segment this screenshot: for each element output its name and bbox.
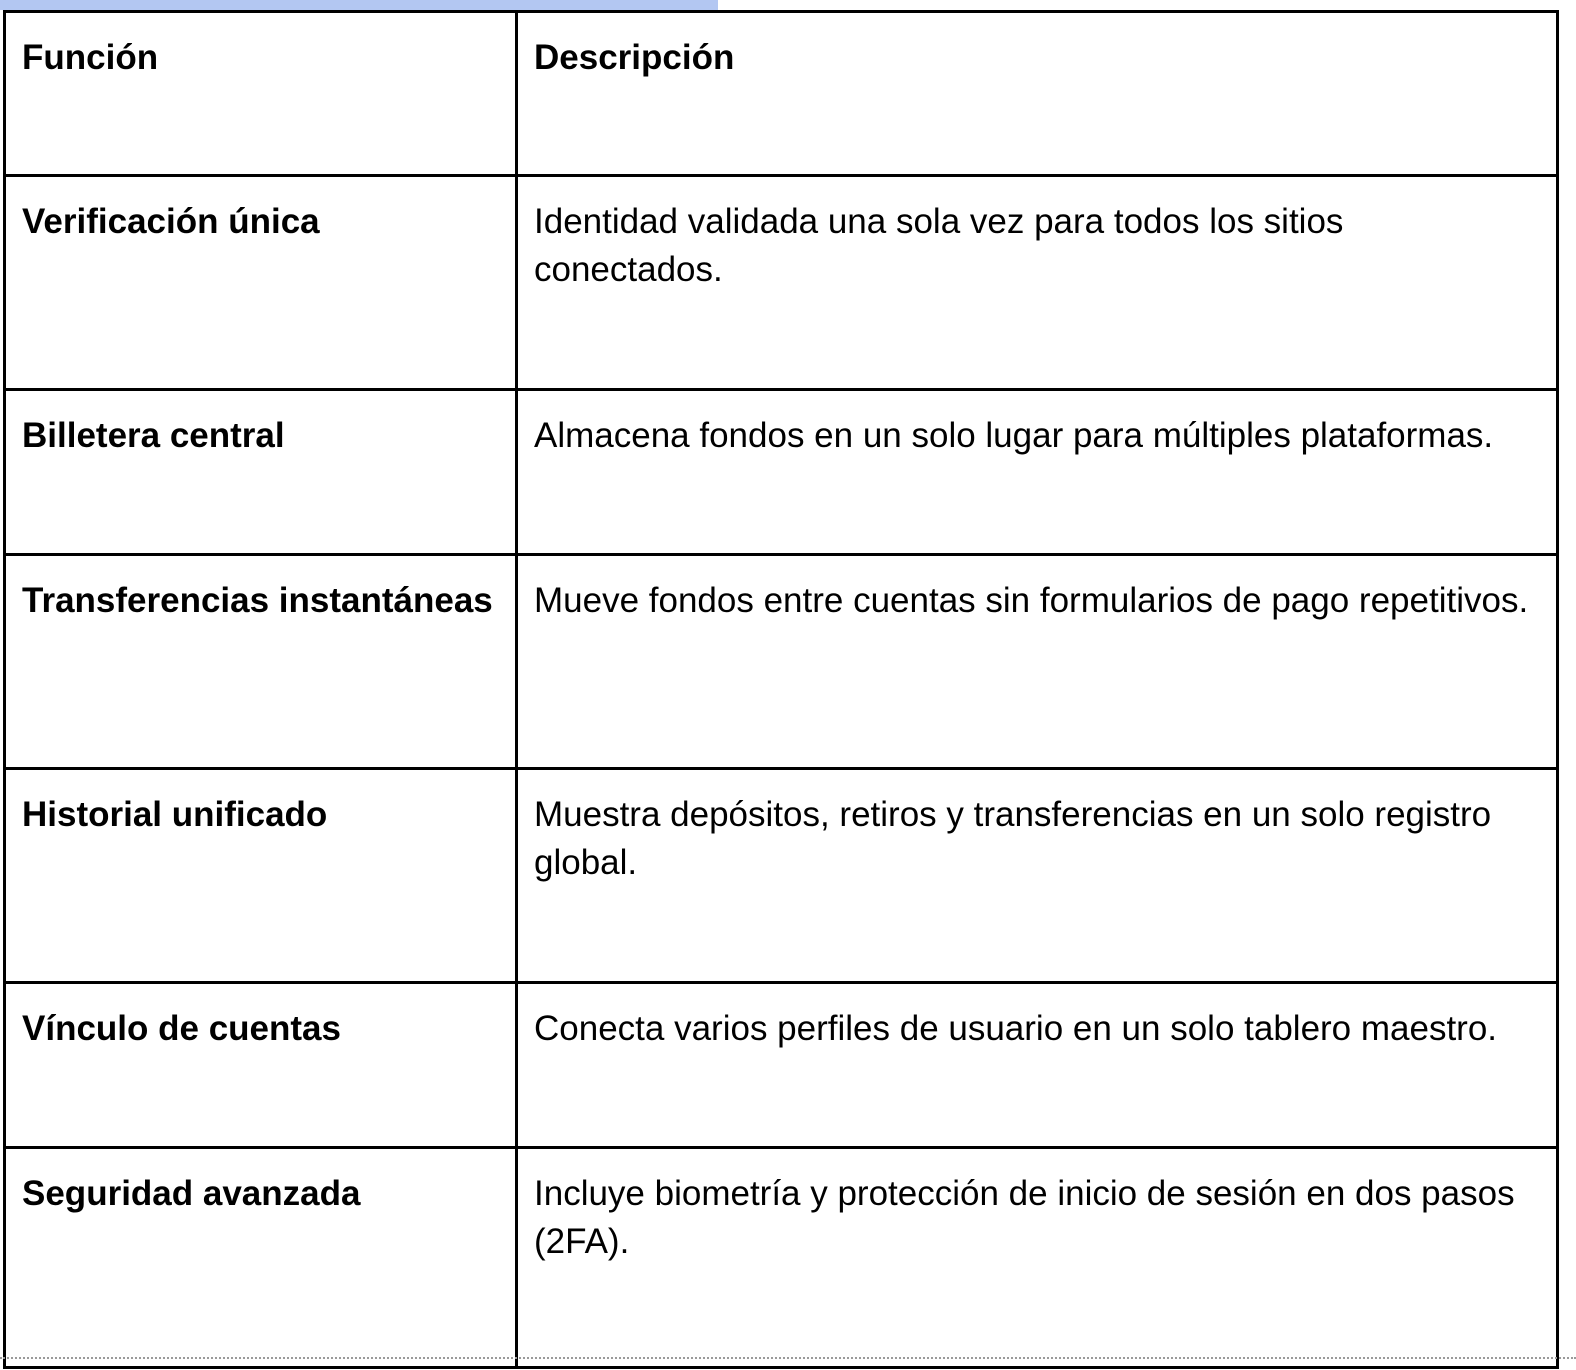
header-function[interactable]: Función xyxy=(5,12,517,176)
description-cell[interactable]: Conecta varios perfiles de usuario en un solo tablero maestro. xyxy=(517,983,1558,1148)
feature-cell[interactable]: Verificación única xyxy=(5,176,517,390)
feature-cell[interactable]: Seguridad avanzada xyxy=(5,1148,517,1368)
description-cell[interactable]: Muestra depósitos, retiros y transferencias en un solo registro global. xyxy=(517,769,1558,983)
table-row xyxy=(5,769,1558,983)
description-cell[interactable]: Incluye biometría y protección de inicio de sesión en dos pasos (2FA). xyxy=(517,1148,1558,1368)
table-row xyxy=(5,983,1558,1148)
table-row xyxy=(5,1148,1558,1368)
feature-cell[interactable]: Transferencias instantáneas xyxy=(5,555,517,769)
table-header-row xyxy=(5,12,1558,176)
features-table xyxy=(3,10,1559,1369)
selection-highlight xyxy=(0,0,718,10)
description-cell[interactable]: Almacena fondos en un solo lugar para múltiples plataformas. xyxy=(517,390,1558,555)
table-row xyxy=(5,176,1558,390)
header-description[interactable]: Descripción xyxy=(517,12,1558,176)
description-cell[interactable]: Mueve fondos entre cuentas sin formularios de pago repetitivos. xyxy=(517,555,1558,769)
feature-cell[interactable]: Billetera central xyxy=(5,390,517,555)
feature-cell[interactable]: Vínculo de cuentas xyxy=(5,983,517,1148)
feature-cell[interactable]: Historial unificado xyxy=(5,769,517,983)
table-row xyxy=(5,390,1558,555)
table-row xyxy=(5,555,1558,769)
description-cell[interactable]: Identidad validada una sola vez para todos los sitios conectados. xyxy=(517,176,1558,390)
page-break-divider xyxy=(0,1357,1576,1359)
